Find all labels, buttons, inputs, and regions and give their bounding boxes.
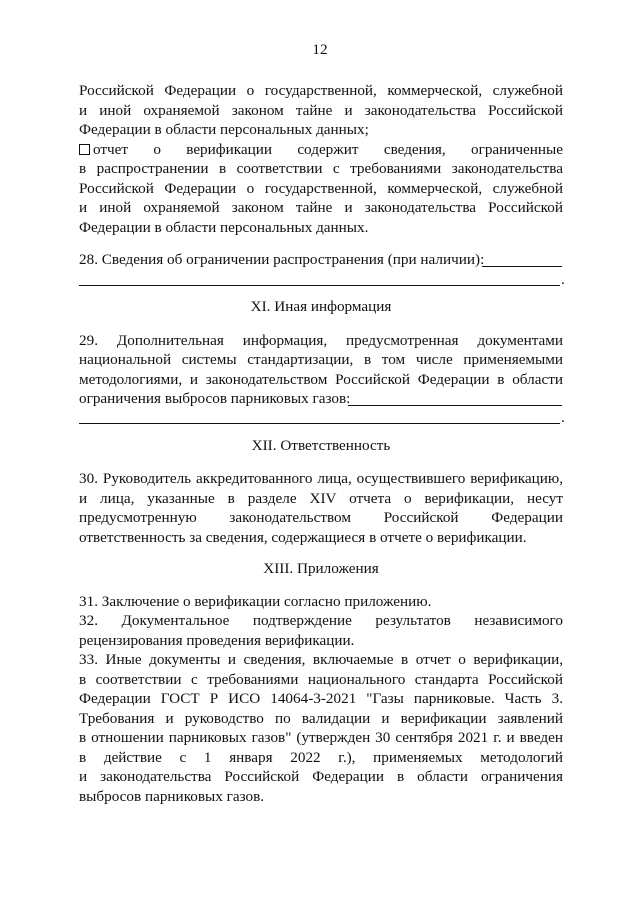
paragraph-line: и законодательства Российской Федерации в области ограничения [79,768,563,785]
fill-in-line [79,285,560,286]
page-number: 12 [312,41,328,58]
paragraph-line: национальной системы стандартизации, в том числе применяемыми [79,351,563,368]
paragraph-line: ограничения выбросов парниковых газов: [79,390,351,407]
paragraph-line: 33. Иные документы и сведения, включаемые в отчет о верификации, [79,651,563,668]
paragraph-line: выбросов парниковых газов. [79,788,265,805]
fill-in-line [482,266,562,267]
line-end-period: . [561,271,565,288]
checkbox-option [79,140,563,159]
section-heading: XIII. Приложения [263,560,379,577]
paragraph-line: методологиями, и законодательством Российской Федерации в области [79,371,563,388]
section-heading: XII. Ответственность [251,437,391,454]
item-28-label: 28. Сведения об ограничении распространения (при наличии): [79,251,485,268]
paragraph-line: 31. Заключение о верификации согласно приложению. [79,593,432,610]
fill-in-line [348,405,562,406]
paragraph-line: Федерации ГОСТ Р ИСО 14064-3-2021 "Газы парниковые. Часть 3. [79,690,563,707]
fill-in-line [79,423,560,424]
paragraph-line: в отношении парниковых газов" (утвержден 30 сентября 2021 г. и введен [79,729,563,746]
paragraph-line: Федерации в области персональных данных. [79,219,369,236]
paragraph-line: рецензирования проведения верификации. [79,632,355,649]
paragraph-line: в действие с 1 января 2022 г.), применяемых методологий [79,749,563,766]
paragraph-line: 30. Руководитель аккредитованного лица, осуществившего верификацию, [79,470,563,487]
section-heading: XI. Иная информация [250,298,392,315]
checkbox-option-label: отчет о верификации содержит сведения, ограниченные [93,141,563,158]
checkbox-icon[interactable] [79,144,90,155]
paragraph-line: Требования и руководство по валидации и верификации заявлений [79,710,563,727]
paragraph-line: и лица, указанные в разделе XIV отчета о верификации, несут [79,490,563,507]
line-end-period: . [561,409,565,426]
paragraph-line: ответственность за сведения, содержащиеся в отчете о верификации. [79,529,527,546]
paragraph-line: Федерации в области персональных данных; [79,121,369,138]
paragraph-line: 32. Документальное подтверждение результатов независимого [79,612,563,629]
paragraph-line: и иной охраняемой законом тайне и законодательства Российской [79,199,563,216]
paragraph-line: в распространении в соответствии с требованиями законодательства [79,160,563,177]
paragraph-line: в соответствии с требованиями национального стандарта Российской [79,671,563,688]
paragraph-line: предусмотренную законодательством Российской Федерации [79,509,563,526]
paragraph-line: Российской Федерации о государственной, коммерческой, служебной [79,180,563,197]
paragraph-line: и иной охраняемой законом тайне и законодательства Российской [79,102,563,119]
paragraph-line: 29. Дополнительная информация, предусмотренная документами [79,332,563,349]
paragraph-line: Российской Федерации о государственной, коммерческой, служебной [79,82,563,99]
